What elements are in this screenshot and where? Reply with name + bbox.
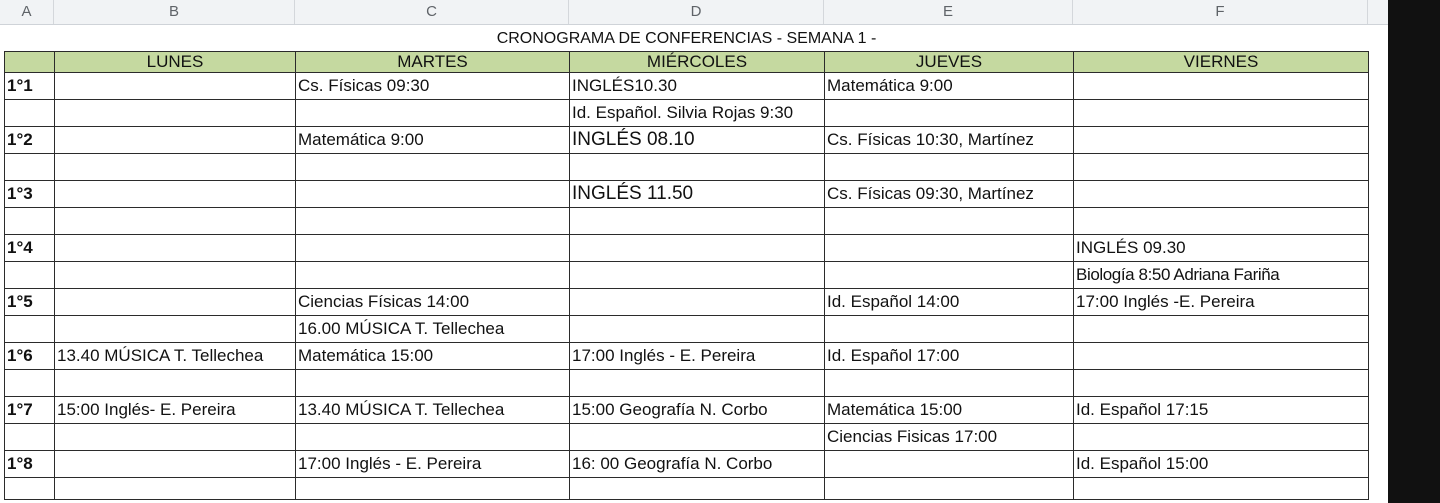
table-row: [5, 288, 1369, 315]
schedule-cell[interactable]: [1074, 342, 1369, 369]
row-label-cell[interactable]: [5, 423, 55, 450]
schedule-cell[interactable]: INGLÉS 08.10: [570, 126, 825, 153]
schedule-cell[interactable]: Cs. Físicas 10:30, Martínez: [825, 126, 1074, 153]
window-edge: [1388, 0, 1440, 503]
schedule-cell[interactable]: Ciencias Físicas 14:00: [296, 288, 570, 315]
table-row: [5, 126, 1369, 153]
schedule-cell[interactable]: [570, 423, 825, 450]
schedule-cell[interactable]: [55, 126, 296, 153]
table-row: [5, 342, 1369, 369]
schedule-cell[interactable]: [296, 369, 570, 396]
row-label-cell[interactable]: 1°7: [5, 396, 55, 423]
row-label-cell[interactable]: 1°4: [5, 234, 55, 261]
schedule-cell[interactable]: INGLÉS 11.50: [570, 180, 825, 207]
row-label-cell[interactable]: 1°3: [5, 180, 55, 207]
schedule-cell[interactable]: [1074, 369, 1369, 396]
row-label-cell[interactable]: 1°5: [5, 288, 55, 315]
schedule-cell[interactable]: [55, 288, 296, 315]
day-header-lunes[interactable]: LUNES: [55, 51, 296, 72]
column-header-a[interactable]: A: [0, 0, 54, 24]
day-header-miercoles[interactable]: MIÉRCOLES: [570, 51, 825, 72]
schedule-cell[interactable]: [55, 315, 296, 342]
schedule-cell[interactable]: Ciencias Fisicas 17:00: [825, 423, 1074, 450]
table-row: [5, 315, 1369, 342]
schedule-cell[interactable]: INGLÉS 09.30: [1074, 234, 1369, 261]
day-header-martes[interactable]: MARTES: [296, 51, 570, 72]
column-header-b[interactable]: B: [54, 0, 295, 24]
schedule-cell[interactable]: Matemática 15:00: [296, 342, 570, 369]
table-row: [5, 396, 1369, 423]
schedule-cell[interactable]: [570, 153, 825, 180]
schedule-cell[interactable]: Cs. Físicas 09:30, Martínez: [825, 180, 1074, 207]
day-header-jueves[interactable]: JUEVES: [825, 51, 1074, 72]
schedule-cell[interactable]: Id. Español 17:15: [1074, 396, 1369, 423]
row-label-cell[interactable]: [5, 207, 55, 234]
schedule-cell[interactable]: [570, 288, 825, 315]
row-label-cell[interactable]: [5, 477, 55, 499]
schedule-cell[interactable]: 17:00 Inglés - E. Pereira: [570, 342, 825, 369]
schedule-cell[interactable]: [55, 180, 296, 207]
table-row: [5, 180, 1369, 207]
row-label-cell[interactable]: [5, 153, 55, 180]
schedule-cell[interactable]: [825, 315, 1074, 342]
schedule-cell[interactable]: Biología 8:50 Adriana Fariña: [1074, 261, 1369, 288]
column-header-d[interactable]: D: [569, 0, 824, 24]
row-label-cell[interactable]: [5, 315, 55, 342]
schedule-cell[interactable]: [296, 423, 570, 450]
schedule-cell[interactable]: [1074, 315, 1369, 342]
schedule-cell[interactable]: 13.40 MÚSICA T. Tellechea: [55, 342, 296, 369]
schedule-cell[interactable]: [296, 207, 570, 234]
schedule-cell[interactable]: [570, 315, 825, 342]
schedule-cell[interactable]: 15:00 Inglés- E. Pereira: [55, 396, 296, 423]
schedule-cell[interactable]: [55, 450, 296, 477]
schedule-cell[interactable]: 15:00 Geografía N. Corbo: [570, 396, 825, 423]
schedule-cell[interactable]: [570, 369, 825, 396]
schedule-cell[interactable]: [825, 207, 1074, 234]
spreadsheet-grid: [0, 24, 1388, 503]
page-title[interactable]: CRONOGRAMA DE CONFERENCIAS - SEMANA 1 -: [496, 29, 877, 47]
table-row: [5, 450, 1369, 477]
row-label-cell[interactable]: 1°8: [5, 450, 55, 477]
schedule-cell[interactable]: [1074, 126, 1369, 153]
schedule-table: [4, 24, 1369, 500]
column-header-f[interactable]: F: [1073, 0, 1368, 24]
table-row: [5, 72, 1369, 99]
schedule-cell[interactable]: [55, 99, 296, 126]
schedule-cell[interactable]: [296, 99, 570, 126]
row-label-cell[interactable]: [5, 99, 55, 126]
schedule-cell[interactable]: Id. Español 15:00: [1074, 450, 1369, 477]
schedule-cell[interactable]: [825, 261, 1074, 288]
schedule-cell[interactable]: Cs. Físicas 09:30: [296, 72, 570, 99]
schedule-cell[interactable]: 17:00 Inglés -E. Pereira: [1074, 288, 1369, 315]
table-row: [5, 153, 1369, 180]
schedule-cell[interactable]: Matemática 15:00: [825, 396, 1074, 423]
schedule-cell[interactable]: [55, 153, 296, 180]
schedule-cell[interactable]: [296, 261, 570, 288]
schedule-cell[interactable]: [55, 261, 296, 288]
schedule-cell[interactable]: Id. Español. Silvia Rojas 9:30: [570, 99, 825, 126]
schedule-cell[interactable]: [825, 477, 1074, 499]
schedule-cell[interactable]: [55, 369, 296, 396]
table-row: [5, 477, 1369, 499]
schedule-cell[interactable]: [55, 423, 296, 450]
schedule-cell[interactable]: [296, 477, 570, 499]
schedule-cell[interactable]: [1074, 477, 1369, 499]
day-header-viernes[interactable]: VIERNES: [1074, 51, 1369, 72]
table-row: [5, 369, 1369, 396]
schedule-cell[interactable]: 13.40 MÚSICA T. Tellechea: [296, 396, 570, 423]
schedule-cell[interactable]: [55, 72, 296, 99]
schedule-cell[interactable]: INGLÉS10.30: [570, 72, 825, 99]
schedule-cell[interactable]: [55, 207, 296, 234]
column-header-e[interactable]: E: [824, 0, 1073, 24]
table-row: [5, 207, 1369, 234]
schedule-cell[interactable]: [1074, 207, 1369, 234]
schedule-cell[interactable]: [296, 153, 570, 180]
schedule-cell[interactable]: Matemática 9:00: [825, 72, 1074, 99]
schedule-cell[interactable]: [825, 369, 1074, 396]
row-label-cell[interactable]: [5, 369, 55, 396]
table-row: [5, 423, 1369, 450]
schedule-cell[interactable]: [825, 450, 1074, 477]
schedule-cell[interactable]: [1074, 153, 1369, 180]
schedule-cell[interactable]: Id. Español 14:00: [825, 288, 1074, 315]
schedule-cell[interactable]: [570, 477, 825, 499]
schedule-cell[interactable]: [296, 234, 570, 261]
table-row: [5, 99, 1369, 126]
schedule-cell[interactable]: 16: 00 Geografía N. Corbo: [570, 450, 825, 477]
schedule-cell[interactable]: 17:00 Inglés - E. Pereira: [296, 450, 570, 477]
schedule-cell[interactable]: [55, 234, 296, 261]
schedule-cell[interactable]: [1074, 72, 1369, 99]
column-header-bar: [0, 0, 1388, 25]
row-label-cell[interactable]: 1°6: [5, 342, 55, 369]
schedule-cell[interactable]: [825, 153, 1074, 180]
day-header-row: [5, 51, 1369, 72]
row-label-cell[interactable]: 1°2: [5, 126, 55, 153]
schedule-cell[interactable]: Matemática 9:00: [296, 126, 570, 153]
row-label-cell[interactable]: [5, 261, 55, 288]
table-row: [5, 261, 1369, 288]
schedule-cell[interactable]: [55, 477, 296, 499]
schedule-cell[interactable]: [825, 99, 1074, 126]
schedule-cell[interactable]: [825, 234, 1074, 261]
schedule-cell[interactable]: [1074, 99, 1369, 126]
schedule-cell[interactable]: [1074, 180, 1369, 207]
table-row: [5, 234, 1369, 261]
schedule-cell[interactable]: [570, 261, 825, 288]
corner-cell[interactable]: [5, 51, 55, 72]
schedule-cell[interactable]: [296, 180, 570, 207]
schedule-cell[interactable]: [570, 207, 825, 234]
row-label-cell[interactable]: 1°1: [5, 72, 55, 99]
schedule-cell[interactable]: Id. Español 17:00: [825, 342, 1074, 369]
schedule-cell[interactable]: [570, 234, 825, 261]
schedule-cell[interactable]: 16.00 MÚSICA T. Tellechea: [296, 315, 570, 342]
schedule-cell[interactable]: [1074, 423, 1369, 450]
column-header-c[interactable]: C: [295, 0, 569, 24]
